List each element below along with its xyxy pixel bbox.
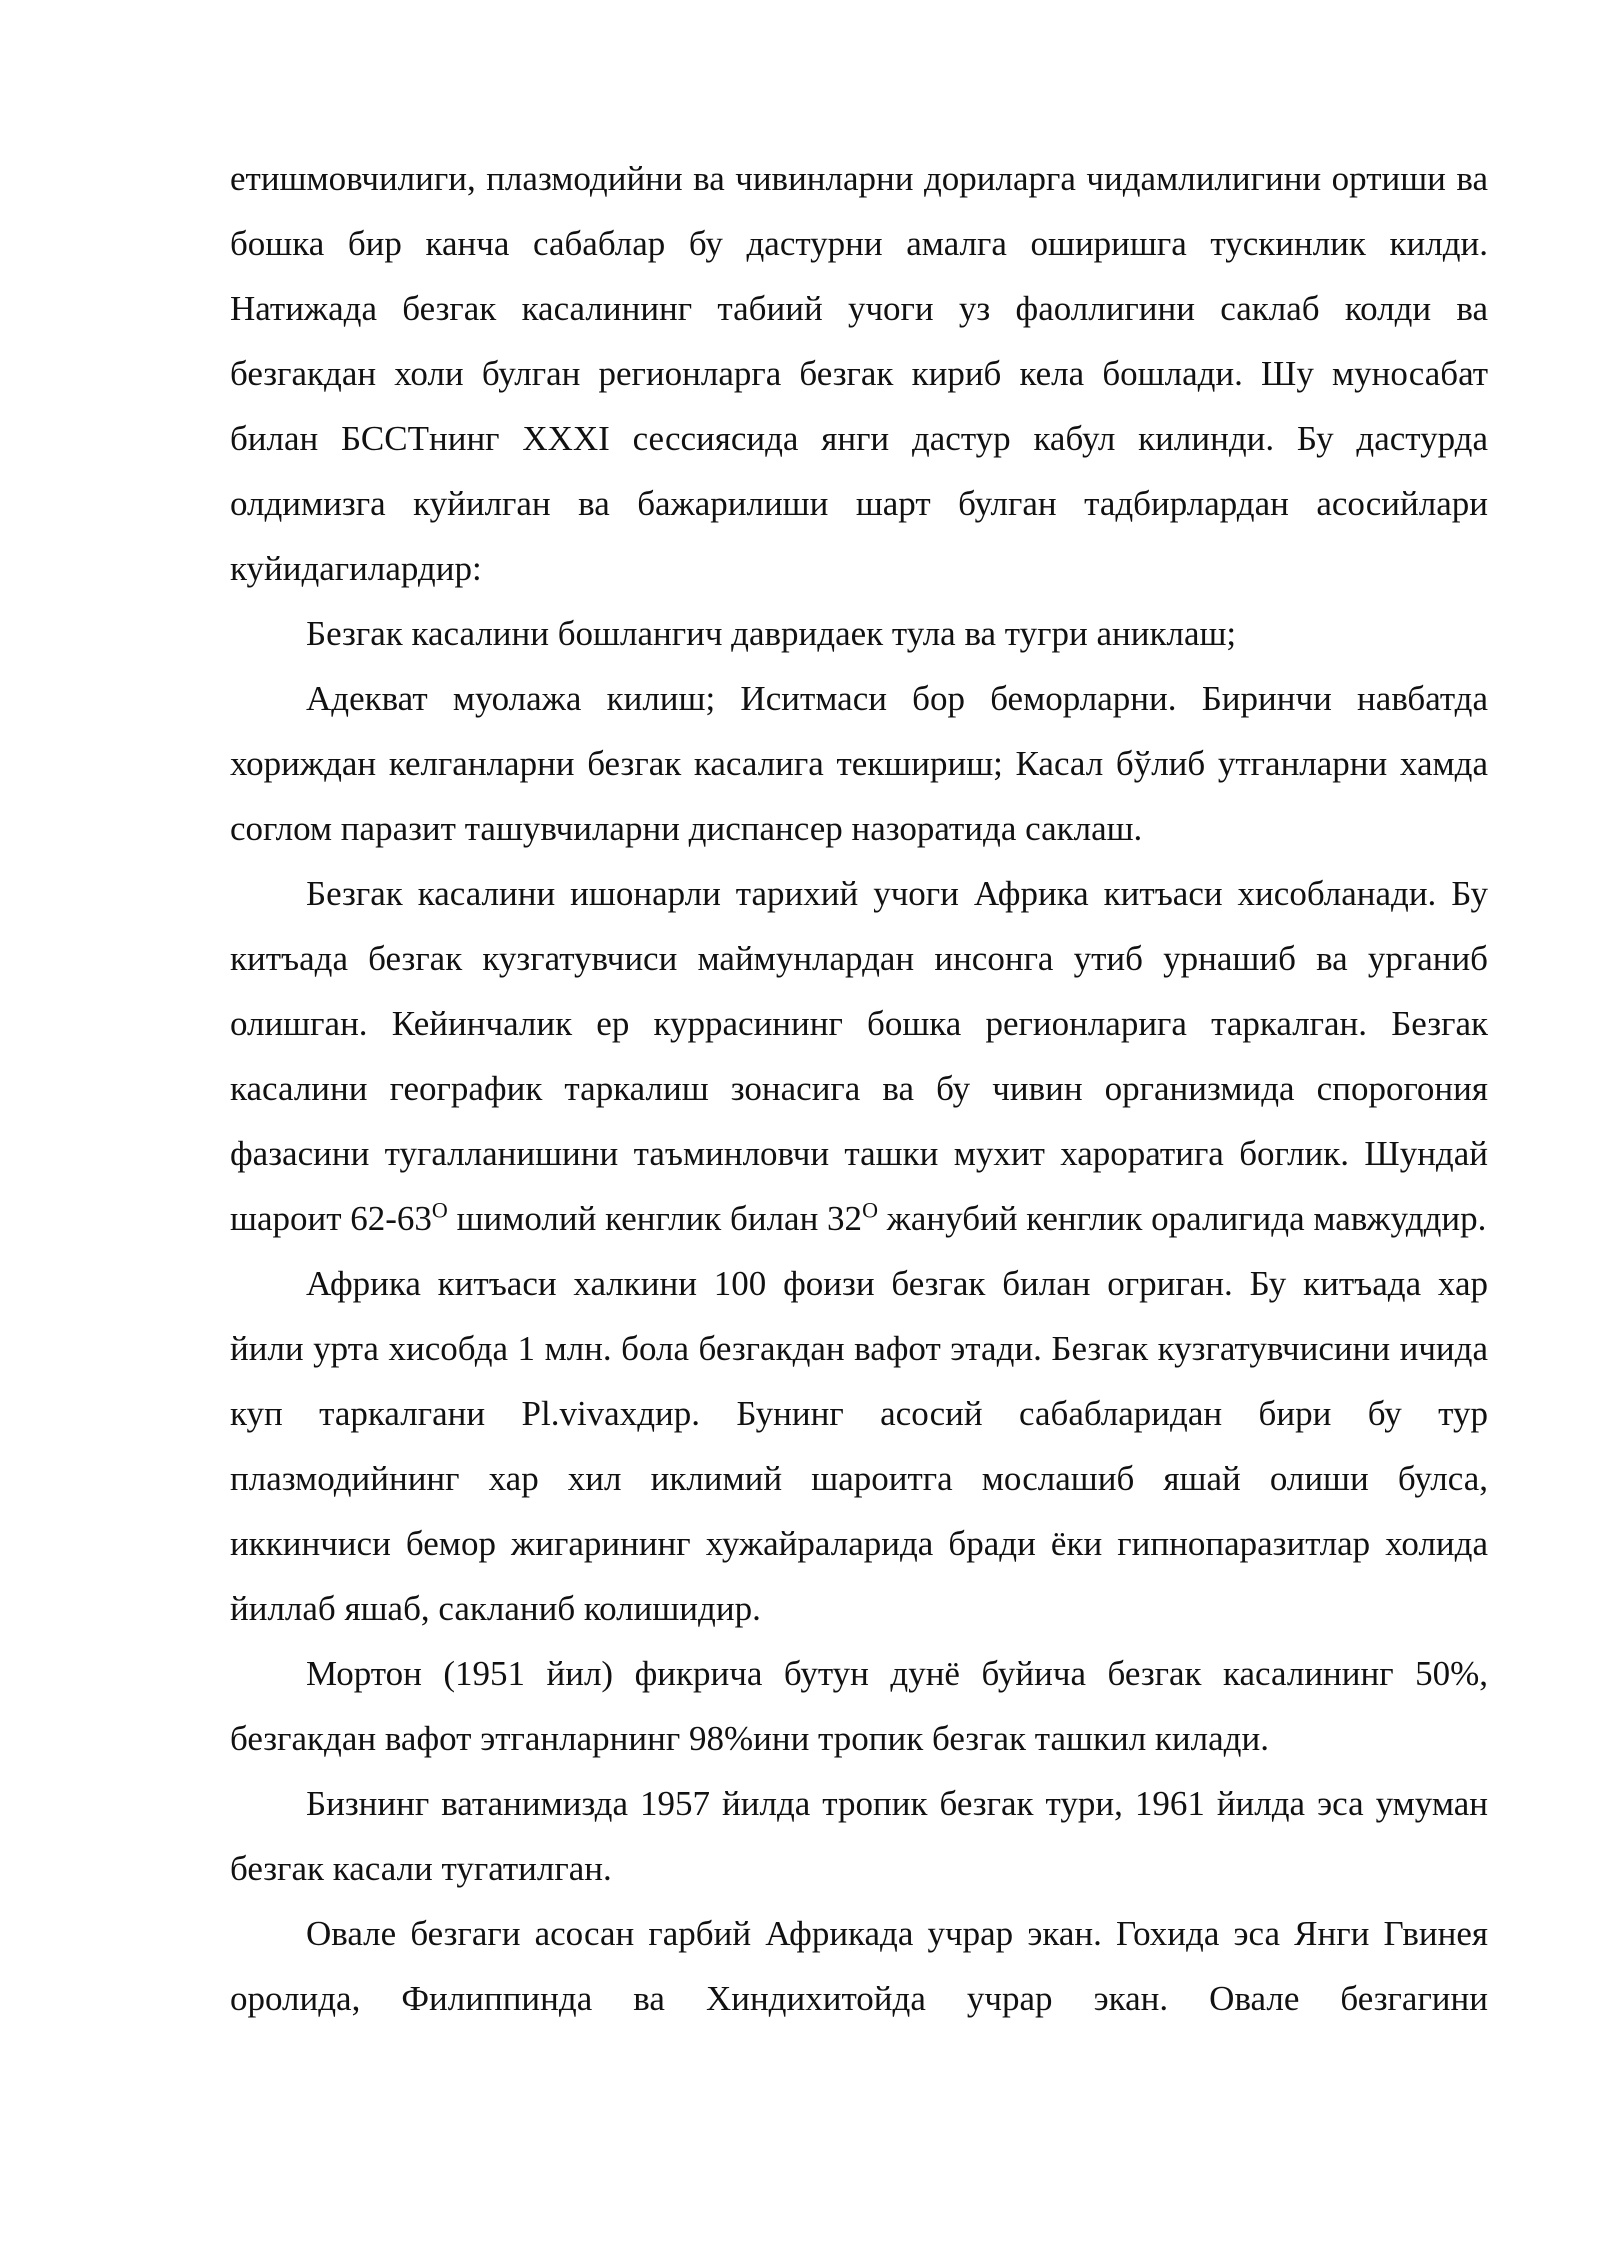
paragraph-8: Овале безгаги асосан гарбий Африкада учрар экан. Гохида эса Янги Гвинея оролида, Филиппинда ва Хиндихитойда учрар экан. Овале безгагини [230,1914,1488,2018]
paragraph-1: етишмовчилиги, плазмодийни ва чивинларни дориларга чидамлилигини ортиши ва бошка бир канча сабаблар бу дастурни амалга оширишга тускинлик килди. Натижада безгак касалининг табиий учоги уз фаоллигини саклаб колди ва безгакдан холи булган регионларга безгак кириб кела бошлади. Шу муносабат билан БССТнинг XXXI сессиясида янги дастур кабул килинди. Бу дастурда олдимизга куйилган ва бажарилиши шарт булган тадбирлардан асосийлари куйидагилардир: [230,159,1488,588]
paragraph-7: Бизнинг ватанимизда 1957 йилда тропик безгак тури, 1961 йилда эса умуман безгак касали тугатилган. [230,1784,1488,1888]
degree-superscript-1: О [431,1197,448,1223]
paragraph-4-part-3: жанубий кенглик оралигида мавжуддир. [877,1199,1487,1238]
paragraph-2: Безгак касалини бошлангич давридаек тула ва тугри аниклаш; [306,614,1237,653]
paragraph-4-part-2: шимолий кенглик билан 32 [447,1199,863,1238]
document-body [230,146,1488,2031]
degree-superscript-2: О [862,1197,878,1223]
paragraph-6: Мортон (1951 йил) фикрича бутун дунё буйича безгак касалининг 50%, безгакдан вафот этганларнинг 98%ини тропик безгак ташкил килади. [230,1654,1488,1758]
paragraph-3: Адекват муолажа килиш; Иситмаси бор беморларни. Биринчи навбатда хориждан келганларни безгак касалига текшириш; Касал бўлиб утганларни хамда соглом паразит ташувчиларни диспансер назоратида саклаш. [230,679,1488,848]
paragraph-4 [230,861,1488,1251]
paragraph-5: Африка китъаси халкини 100 фоизи безгак билан огриган. Бу китъада хар йили урта хисобда 1 млн. бола безгакдан вафот этади. Безгак кузгатувчисини ичида куп таркалгани Pl.vivaхдир. Бунинг асосий сабабларидан бири бу тур плазмодийнинг хар хил иклимий шароитга мослашиб яшай олиши булса, иккинчиси бемор жигарининг хужайраларида бради ёки гипнопаразитлар холида йиллаб яшаб, сакланиб колишидир. [230,1264,1488,1628]
paragraph-4-part-1: Безгак касалини ишонарли тарихий учоги Африка китъаси хисобланади. Бу китъада безгак кузгатувчиси маймунлардан инсонга утиб урнашиб ва урганиб олишган. Кейинчалик ер куррасининг бошка регионларига таркалган. Безгак касалини географик таркалиш зонасига ва бу чивин организмида спорогония фазасини тугалланишини таъминловчи ташки мухит хароратига боглик. Шундай шароит 62-63 [230,874,1488,1238]
